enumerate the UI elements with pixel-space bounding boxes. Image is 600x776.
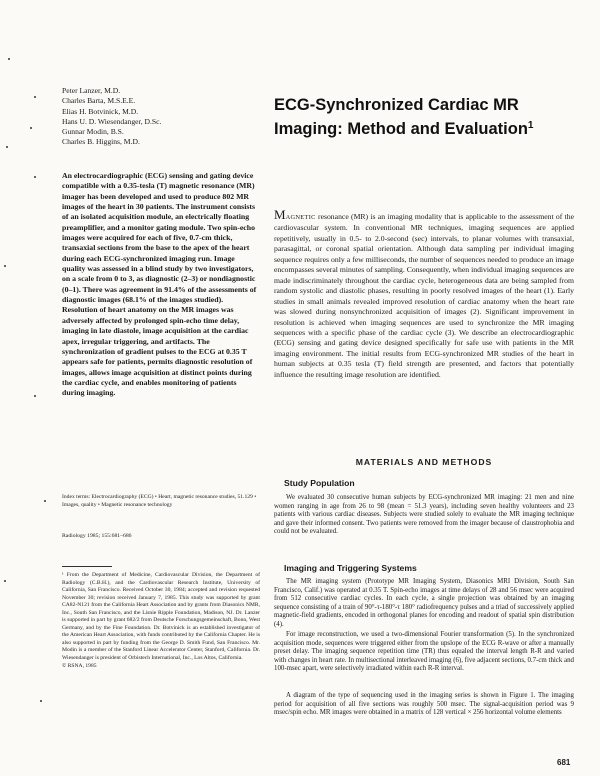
drop-cap: M — [274, 207, 286, 222]
scan-speck — [30, 127, 32, 129]
author: Hans U. D. Wiesendanger, D.Sc. — [62, 116, 162, 126]
index-terms: Index terms: Electrocardiography (ECG) • Heart, magnetic resonance studies, 51.129 • Images, quality • Magnetic resonance technology — [62, 494, 257, 508]
title-line-1: ECG-Synchronized Cardiac MR — [274, 96, 519, 114]
imaging-paragraph-3: A diagram of the type of sequencing used in the imaging series is shown in Figure 1. The imaging period for acquisition of all five sections was roughly 500 msec. The signal-acquisition period was 9 msec/spin echo. MR images were obtained in a matrix of 128 vertical × 256 horizontal volume elements — [274, 692, 574, 716]
journal-citation: Radiology 1985; 155:681–686 — [62, 533, 132, 539]
author: Elias H. Botvinick, M.D. — [62, 106, 139, 116]
scan-speck — [6, 146, 8, 148]
scan-speck — [34, 395, 36, 397]
small-caps-word: AGNETIC — [285, 214, 316, 221]
title-line-2 — [274, 117, 574, 141]
scan-speck — [34, 176, 36, 178]
introduction-paragraph — [274, 207, 574, 380]
subheading-imaging-systems: Imaging and Triggering Systems — [284, 563, 417, 573]
study-population-paragraph: We evaluated 30 consecutive human subjects by ECG-synchronized MR imaging: 21 men and nine women ranging in age from 26 to 98 (mean = 51.3 years), including seven healthy volunteers and 23 patients with various cardiac diseases. Subjects were studied solely to evaluate the MR imaging technique and gave their informed consent. Two patients were removed from the imager because of claustrophobia and could not be evaluated. — [274, 494, 574, 535]
affiliation-footnote — [62, 572, 260, 670]
copyright: © RSNA, 1985 — [62, 662, 97, 669]
section-heading-materials: MATERIALS AND METHODS — [355, 457, 493, 467]
author: Charles B. Higgins, M.D. — [62, 137, 140, 147]
scan-speck — [44, 500, 46, 502]
author: Gunnar Modin, B.S. — [62, 127, 124, 137]
scan-speck — [40, 700, 42, 702]
title-line-2-text: Imaging: Method and Evaluation — [274, 120, 528, 138]
intro-text: resonance (MR) is an imaging modality that is applicable to the assessment of the cardiovascular system. In conventional MR techniques, imaging sequences are applied repetitively, usually in 0.5- to 2.0-second (sec) intervals, to planar volumes with transaxial, parasagittal, or coronal spatial orientation. Although data sampling per individual imaging sequence requires only a few milliseconds, the number of sequences needed to produce an image encompasses several minutes of sampling. Consequently, when individual imaging sequences are made indiscriminately throughout the cardiac cycle, heterogeneous data are being sampled from random systolic and diastolic phases, resulting in poorly resolved images of the heart (1). Early studies in small animals revealed improved resolution of cardiac anatomy when the heart rate was slowed during nonsynchronized acquisition of images (2). Significant improvement in resolution is achieved when imaging sequences are used to synchronize the MR imaging sequences with a specific phase of the cardiac cycle (3). We describe an electrocardiographic (ECG) sensing and gating device designed specifically for safe use with patients in the MR imaging environment. The initial results from ECG-synchronized MR studies of the heart in human subjects at 0.35 tesla (T) field strength are presented, and factors that potentially influence the resulting image resolution are identified. — [274, 212, 574, 379]
title-footnote-marker: 1 — [527, 120, 534, 131]
scan-speck — [8, 58, 10, 60]
author: Peter Lanzer, M.D. — [62, 86, 121, 95]
imaging-paragraph-2: For image reconstruction, we used a two-dimensional Fourier transformation (5). In the synchronized acquisition mode, sequences were triggered either from the upslope of the ECG R-wave or after a manually preset delay. The imaging sequence repetition time (TR) thus equaled the interval length R-R and varied with changes in heart rate. In multisectional interleaved imaging (6), five adjacent sections, 0.7-cm thick and 100-msec apart, were selectively irradiated within each R-R interval. — [274, 631, 574, 672]
scan-artifacts — [0, 0, 60, 776]
abstract: An electrocardiographic (ECG) sensing and gating device compatible with a 0.35-tesla (T) magnetic resonance (MR) imager has been developed and used to produce 802 MR images of the heart in 30 patients. The instrument consists of an isolated acquisition module, an electrically floating preamplifier, and a monitor gating module. Two spin-echo images were acquired for each of five, 0.7-cm thick, transaxial sections from the base to the apex of the heart during each ECG-synchronized imaging run. Image quality was assessed in a blind study by two investigators, on a scale from 0 to 3, as diagnostic (2–3) or nondiagnostic (0–1). There was agreement in 91.4% of the assessments of diagnostic images (68.1% of the images studied). Resolution of heart anatomy on the MR images was adversely affected by prolonged spin-echo time delay, imaging in late diastole, image acquisition at the cardiac apex, irregular triggering, and artifacts. The synchronization of gradient pulses to the ECG at 0.35 T appears safe for patients, permits diagnostic resolution of images, allows image acquisition at distinct points during the cardiac cycle, and enables monitoring of patients during imaging. — [62, 171, 257, 398]
author-list — [62, 86, 252, 148]
scan-speck — [34, 96, 36, 98]
footnote-divider — [62, 566, 112, 567]
scan-speck — [4, 265, 6, 267]
author: Charles Barta, M.S.E.E. — [62, 96, 136, 106]
footnote-text: ¹ From the Department of Medicine, Cardiovascular Division, the Department of Radiology (C.B.H.), and the Cardiovascular Research Institute, University of California, San Francisco. Received October 30, 1984; accepted and revision requested November 30; revision received January 7, 1985. This study was supported by grant CA82-N121 from the California Heart Association and by grants from Diasonics NMR, Inc., South San Francisco, and the Lisnie Ripple Foundation, Madison, NJ. Dr. Lanzer is supported in part by grant 682/2 from Deutsche Forschungsgemeinschaft, Bonn, West Germany, and by the Fine Foundation. Dr. Botvinick is an established investigator of the American Heart Association, with funds contributed by the California Chapter. He is also supported in part by funding from the George D. Smith Fund, San Francisco. Mr. Modin is a member of the Stanford Linear Accelerator Center, Stanford, California. Dr. Wiesendanger is president of Orbistech International, Inc., Los Altos, California. — [62, 572, 260, 662]
paper-title — [274, 93, 574, 141]
page-number: 681 — [557, 758, 571, 767]
subheading-study-population: Study Population — [284, 478, 355, 488]
imaging-paragraph-1: The MR imaging system (Prototype MR Imaging System, Diasonics MRI Division, South San Francisco, Calif.) was operated at 0.35 T. Spin-echo images at time delays of 28 and 56 msec were acquired from 512 consecutive cardiac cycles. In each cycle, a single projection was obtained by an imaging sequence consisting of a train of 90°-τ-180°-τ 180° radiofrequency pulses and a triad of successively applied magnetic-field gradients, encoded in orthogonal planes for encoding and readout of spatial spin distribution (4). — [274, 578, 574, 628]
scan-speck — [4, 580, 6, 582]
